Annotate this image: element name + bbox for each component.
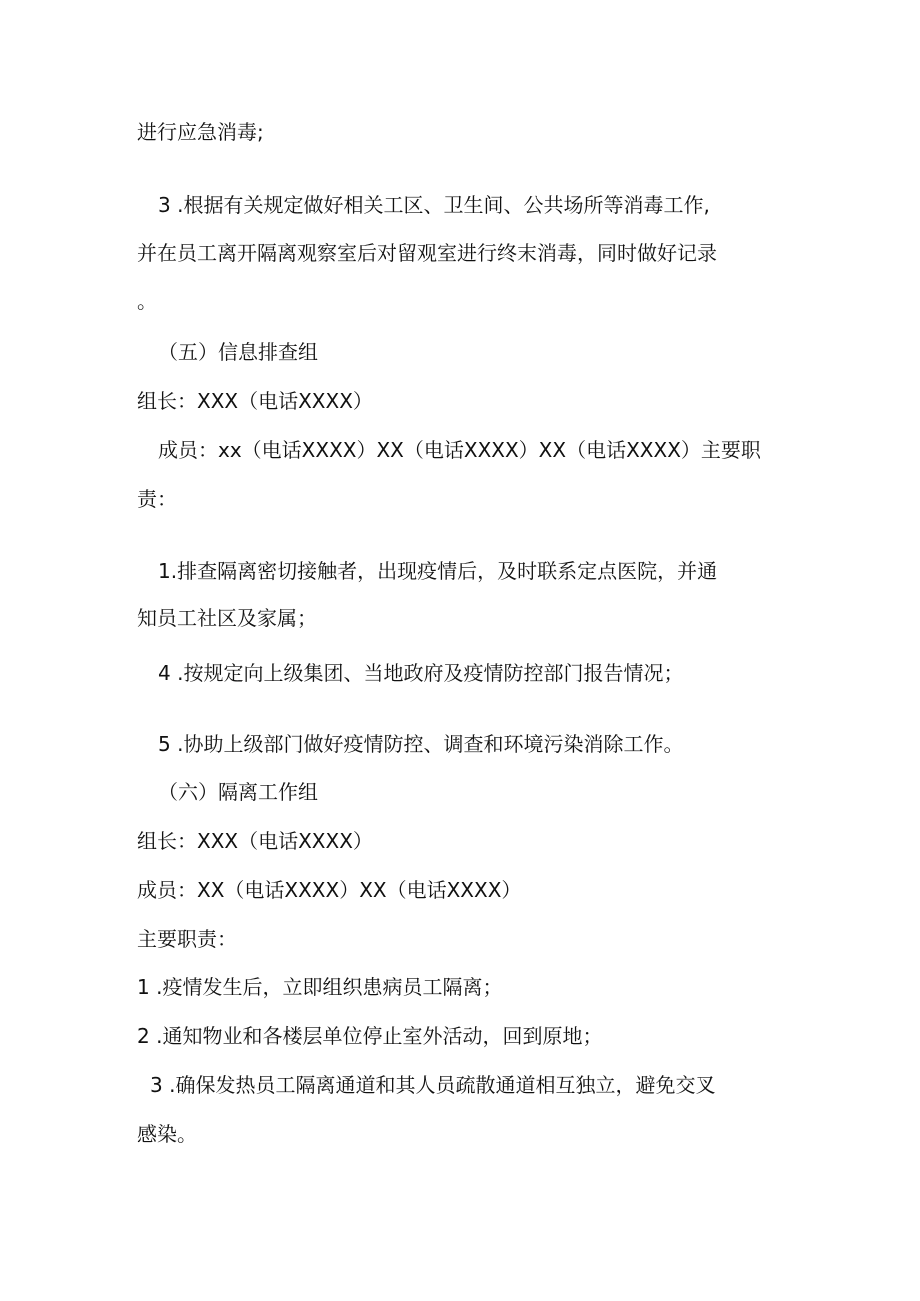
text-line-isolation-duties-label: 主要职责： bbox=[137, 927, 237, 951]
text-line-isolation-item-1: 1 .疫情发生后，立即组织患病员工隔离； bbox=[137, 975, 503, 999]
text-line-info-leader: 组长：XXX（电话XXXX） bbox=[137, 389, 373, 413]
text-line-isolation-item-3-continued: 感染。 bbox=[137, 1122, 197, 1146]
section-heading-info-check: （五）信息排查组 bbox=[158, 340, 318, 364]
text-line-info-item-1: 1.排查隔离密切接触者，出现疫情后，及时联系定点医院，并通 bbox=[158, 559, 718, 583]
text-line-info-members: 成员：xx（电话XXXX）XX（电话XXXX）XX（电话XXXX）主要职 bbox=[158, 438, 761, 462]
text-line-item-3-continued: 并在员工离开隔离观察室后对留观室进行终末消毒，同时做好记录 bbox=[137, 241, 717, 265]
text-line-isolation-leader: 组长：XXX（电话XXXX） bbox=[137, 829, 373, 853]
text-line-isolation-members: 成员：XX（电话XXXX）XX（电话XXXX） bbox=[137, 878, 522, 902]
text-line-info-duties-label: 责： bbox=[137, 487, 177, 511]
text-line-disinfection-end: 进行应急消毒; bbox=[137, 120, 264, 144]
text-line-item-3-disinfection: 3 .根据有关规定做好相关工区、卫生间、公共场所等消毒工作, bbox=[158, 193, 710, 217]
text-line-isolation-item-3: 3 .确保发热员工隔离通道和其人员疏散通道相互独立，避免交叉 bbox=[150, 1073, 716, 1097]
text-line-info-item-4: 4 .按规定向上级集团、当地政府及疫情防控部门报告情况； bbox=[158, 661, 684, 685]
text-line-item-3-period: 。 bbox=[137, 289, 157, 313]
text-line-isolation-item-2: 2 .通知物业和各楼层单位停止室外活动，回到原地； bbox=[137, 1024, 603, 1048]
section-heading-isolation: （六）隔离工作组 bbox=[158, 780, 318, 804]
text-line-info-item-5: 5 .协助上级部门做好疫情防控、调查和环境污染消除工作。 bbox=[158, 732, 684, 756]
text-line-info-item-1-continued: 知员工社区及家属； bbox=[137, 606, 317, 630]
